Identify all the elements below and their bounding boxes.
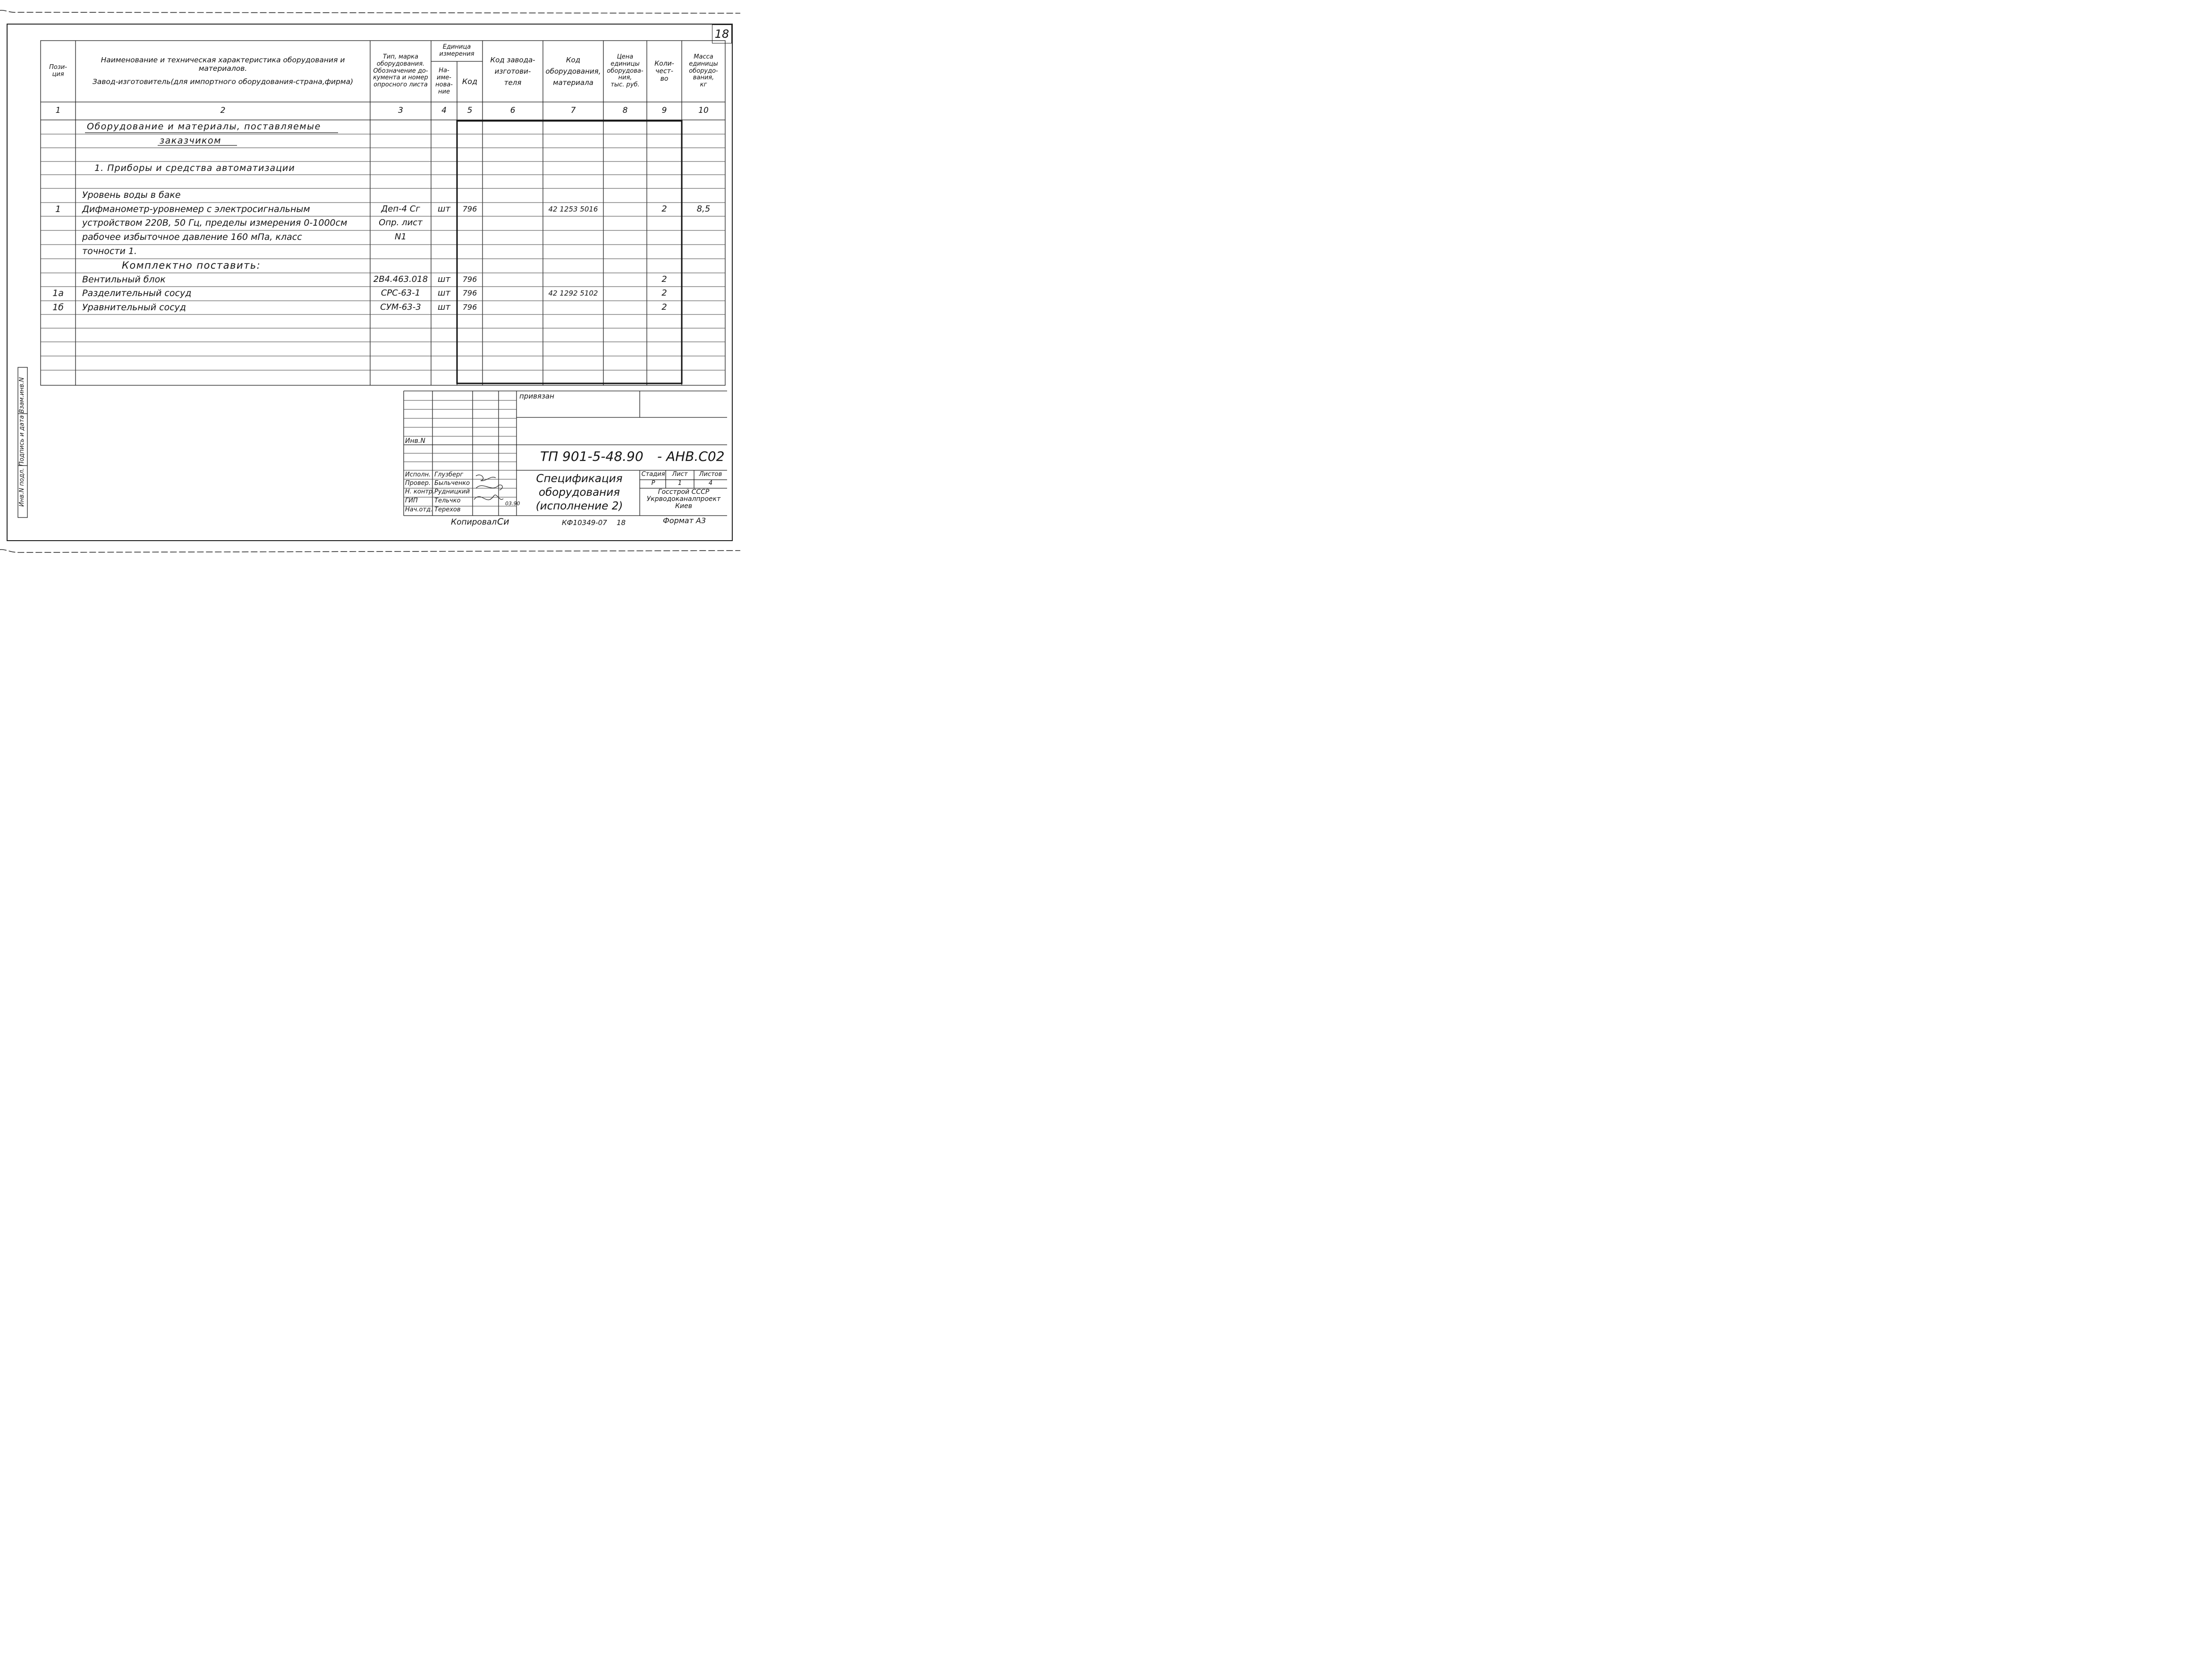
role-label: Исполн. bbox=[405, 471, 431, 478]
row-type: N1 bbox=[395, 232, 407, 242]
column-number: 10 bbox=[698, 106, 709, 116]
row-name: точности 1. bbox=[82, 246, 137, 256]
row-material-code: 42 1253 5016 bbox=[548, 205, 598, 213]
document-code-suffix: - АНВ.С02 bbox=[657, 449, 725, 464]
row-name: Вентильный блок bbox=[82, 274, 166, 285]
sheet-number: 18 bbox=[712, 25, 732, 43]
footer-page: 18 bbox=[617, 518, 626, 527]
header-quantity: Коли- чест- во bbox=[654, 59, 674, 83]
stage-label: Стадия bbox=[641, 471, 665, 478]
row-name: рабочее избыточное давление 160 мПа, класс bbox=[82, 232, 302, 242]
signature-scribbles bbox=[472, 471, 519, 514]
role-person: Быльченко bbox=[434, 480, 470, 487]
row-name: заказчиком bbox=[160, 136, 221, 146]
linked-label: привязан bbox=[519, 392, 554, 400]
row-type: СУМ-63-3 bbox=[380, 302, 421, 312]
role-person: Терехов bbox=[434, 506, 461, 513]
row-unit: шт bbox=[438, 204, 450, 214]
column-number: 9 bbox=[661, 106, 667, 116]
row-quantity: 2 bbox=[661, 288, 667, 298]
row-name: Уровень воды в баке bbox=[82, 190, 181, 200]
row-position: 1б bbox=[52, 302, 64, 313]
header-plant-code: Код завода- изготови- теля bbox=[490, 56, 535, 87]
row-type: СРС-63-1 bbox=[381, 288, 421, 298]
column-number: 8 bbox=[622, 106, 628, 116]
row-unit: шт bbox=[438, 274, 450, 284]
row-name: устройством 220В, 50 Гц, пределы измерения 0-1000см bbox=[82, 218, 347, 228]
sheets-label: Листов bbox=[699, 471, 722, 478]
column-number: 3 bbox=[398, 106, 403, 116]
column-number: 5 bbox=[467, 106, 473, 116]
date-mark: 03.90 bbox=[505, 501, 520, 507]
copied-signature: Си bbox=[497, 517, 509, 527]
inv-number-label: Инв.N bbox=[405, 437, 425, 445]
header-position: Пози- ция bbox=[49, 64, 67, 78]
column-number: 7 bbox=[570, 106, 576, 116]
row-name: 1. Приборы и средства автоматизации bbox=[94, 163, 295, 173]
row-unit-code: 796 bbox=[462, 288, 477, 297]
header-unit-group: Единица измерения bbox=[439, 43, 474, 58]
header-unit-name: На- име- нова- ние bbox=[435, 67, 453, 95]
sheet-value: 1 bbox=[678, 480, 682, 487]
row-name: Дифманометр-уровнемер с электросигнальным bbox=[82, 204, 310, 214]
role-person: Глузберг bbox=[434, 471, 464, 478]
column-number: 4 bbox=[441, 106, 447, 116]
stage-value: Р bbox=[651, 480, 655, 487]
row-unit: шт bbox=[438, 288, 450, 298]
row-name: Уравнительный сосуд bbox=[82, 302, 186, 313]
row-name: Разделительный сосуд bbox=[82, 288, 192, 298]
row-unit-code: 796 bbox=[462, 275, 477, 284]
document-title: Спецификация оборудования (исполнение 2) bbox=[535, 473, 623, 512]
row-unit-code: 796 bbox=[462, 303, 477, 312]
row-quantity: 2 bbox=[661, 274, 667, 284]
role-label: Провер. bbox=[405, 480, 431, 487]
document-code: ТП 901-5-48.90 bbox=[540, 449, 644, 464]
row-position: 1 bbox=[55, 204, 61, 214]
role-person: Тельчко bbox=[434, 497, 461, 504]
row-mass: 8,5 bbox=[696, 204, 711, 214]
sheets-value: 4 bbox=[708, 480, 713, 487]
order-number: КФ10349-07 bbox=[562, 518, 607, 527]
role-label: Н. контр. bbox=[405, 488, 435, 495]
row-unit-code: 796 bbox=[462, 204, 477, 213]
header-name-line1: Наименование и техническая характеристика оборудования и материалов. bbox=[101, 56, 345, 73]
header-name-line2: Завод-изготовитель(для импортного оборудования-страна,фирма) bbox=[92, 77, 354, 86]
row-type: Деп-4 Сг bbox=[381, 204, 420, 214]
role-person: Рудницкий bbox=[434, 488, 470, 495]
row-position: 1а bbox=[52, 288, 64, 298]
column-number: 6 bbox=[510, 106, 516, 116]
column-number: 2 bbox=[220, 106, 226, 116]
header-material-code: Код оборудования, материала bbox=[545, 56, 601, 87]
row-name: Оборудование и материалы, поставляемые bbox=[87, 121, 321, 132]
row-type: Опр. лист bbox=[379, 218, 423, 228]
row-material-code: 42 1292 5102 bbox=[548, 289, 598, 297]
role-label: ГИП bbox=[405, 497, 418, 504]
row-name: Комплектно поставить: bbox=[122, 260, 261, 271]
header-name bbox=[76, 41, 370, 102]
header-unit-code: Код bbox=[462, 76, 478, 86]
copied-label: Копировал bbox=[451, 518, 497, 527]
format-label: Формат А3 bbox=[663, 516, 706, 525]
column-number: 1 bbox=[55, 106, 61, 116]
header-price: Цена единицы оборудова- ния, тыс. руб. bbox=[607, 53, 644, 89]
organization: Госстрой СССР Укрводоканалпроект Киев bbox=[646, 488, 721, 510]
header-mass: Масса единицы оборудо- вания, кг bbox=[689, 53, 718, 89]
row-unit: шт bbox=[438, 302, 450, 312]
row-quantity: 2 bbox=[661, 302, 667, 312]
row-quantity: 2 bbox=[661, 204, 667, 214]
role-label: Нач.отд. bbox=[405, 506, 433, 513]
sheet-label: Лист bbox=[672, 471, 688, 478]
left-stamp: Инв.N подл. Подпись и дата Взам.инв.N bbox=[18, 377, 25, 507]
header-type: Тип, марка оборудования. Обозначение до- кумента и номер опросного листа bbox=[373, 53, 428, 89]
row-type: 2В4.463.018 bbox=[373, 274, 428, 284]
